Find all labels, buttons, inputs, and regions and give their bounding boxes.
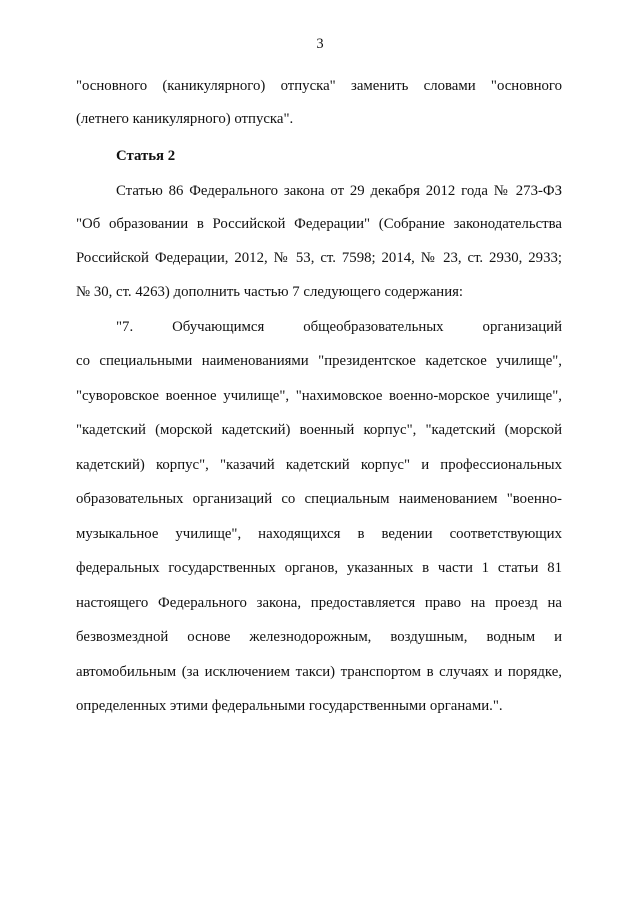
text-line: федеральных государственных органов, указанных в части 1 статьи 81: [76, 560, 562, 576]
text-line: № 30, ст. 4263) дополнить частью 7 следующего содержания:: [76, 284, 464, 300]
text-line: "кадетский (морской кадетский) военный корпус", "кадетский (морской: [76, 422, 562, 438]
text-line: кадетский) корпус", "казачий кадетский корпус" и профессиональных: [76, 457, 562, 473]
text-line: "Об образовании в Российской Федерации" (Собрание законодательства: [76, 216, 562, 232]
text-line: "основного (каникулярного) отпуска" заменить словами "основного: [76, 78, 562, 94]
text-line: безвозмездной основе железнодорожным, воздушным, водным и: [76, 629, 562, 645]
text-line: "суворовское военное училище", "нахимовское военно-морское училище",: [76, 388, 562, 404]
text-line: настоящего Федерального закона, предоставляется право на проезд на: [76, 595, 562, 611]
text-line: "7. Обучающимся общеобразовательных организаций: [116, 319, 562, 335]
text-line: со специальными наименованиями "президентское кадетское училище",: [76, 353, 562, 369]
text-line: Российской Федерации, 2012, № 53, ст. 7598; 2014, № 23, ст. 2930, 2933;: [76, 250, 562, 266]
text-line: (летнего каникулярного) отпуска".: [76, 111, 294, 127]
text-line: Статью 86 Федерального закона от 29 декабря 2012 года № 273-ФЗ: [116, 183, 562, 199]
text-line: образовательных организаций со специальным наименованием "военно-: [76, 491, 562, 507]
page-number: 3: [316, 36, 324, 52]
text-line: музыкальное училище", находящихся в ведении соответствующих: [76, 526, 562, 542]
text-line: автомобильным (за исключением такси) транспортом в случаях и порядке,: [76, 664, 562, 680]
article-heading: Статья 2: [116, 148, 176, 164]
text-line: определенных этими федеральными государственными органами.".: [76, 698, 503, 714]
